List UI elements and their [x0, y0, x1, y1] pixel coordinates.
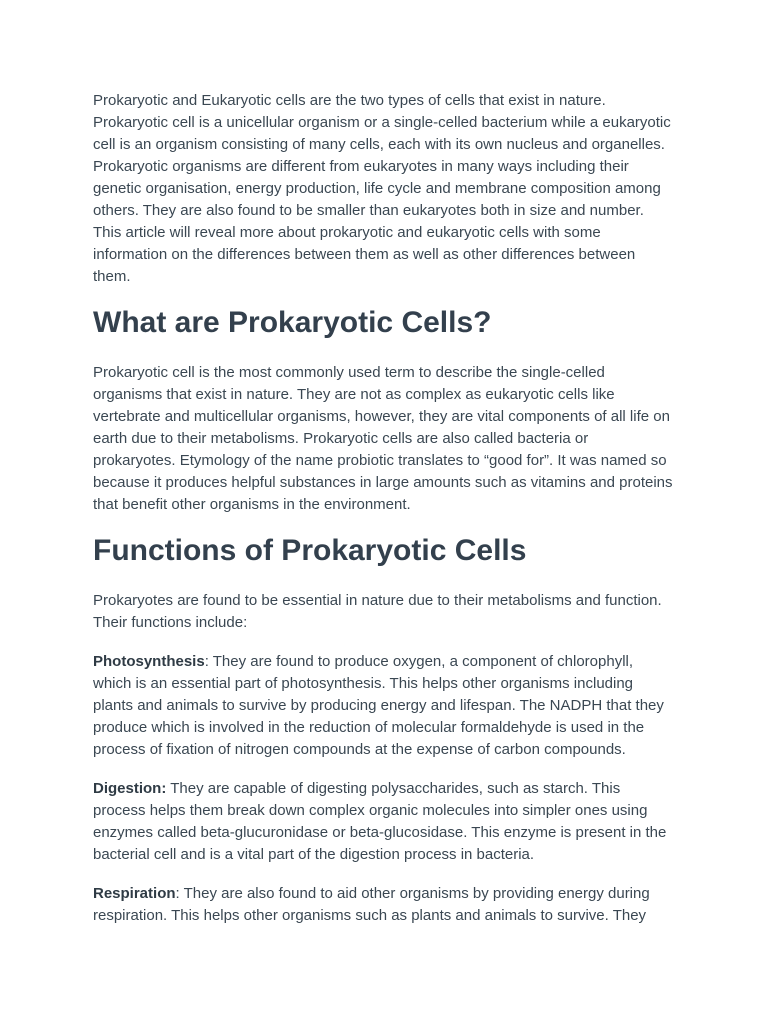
heading-functions: Functions of Prokaryotic Cells: [93, 534, 527, 567]
function-term: Respiration: [93, 885, 176, 902]
function-text: They are found to produce oxygen, a component of chlorophyll, which is an essential part of photosynthesis. This helps other organisms including plants and animals to survive by producing energy and lifespan. The NADPH that they produce which is involved in the reduction of molecular formaldehyde is used in the process of fixation of nitrogen compounds at the expense of carbon compounds.: [93, 653, 664, 758]
prokaryotic-paragraph: Prokaryotic cell is the most commonly used term to describe the single-celled organisms that exist in nature. They are not as complex as eukaryotic cells like vertebrate and multicellular organisms, however, they are vital components of all life on earth due to their metabolisms. Prokaryotic cells are also called bacteria or prokaryotes. Etymology of the name probiotic translates to “good for”. It was named so because it produces helpful substances in large amounts such as vitamins and proteins that benefit other organisms in the environment.: [93, 364, 673, 513]
function-text: They are capable of digesting polysaccharides, such as starch. This process helps them break down complex organic molecules into simpler ones using enzymes called beta-glucuronidase or beta-glucosidase. This enzyme is present in the bacterial cell and is a vital part of the digestion process in bacteria.: [93, 780, 667, 863]
intro-paragraph: Prokaryotic and Eukaryotic cells are the two types of cells that exist in nature. Prokaryotic cell is a unicellular organism or a single-celled bacterium while a eukaryotic cell is an organism consisting of many cells, each with its own nucleus and organelles. Prokaryotic organisms are different from eukaryotes in many ways including their genetic organisation, energy production, life cycle and membrane composition among others. They are also found to be smaller than eukaryotes both in size and number. This article will reveal more about prokaryotic and eukaryotic cells with some information on the differences between them as well as other differences between them.: [93, 92, 671, 285]
document-page: [93, 90, 673, 944]
function-term: Photosynthesis: [93, 653, 205, 670]
function-item-digestion: [93, 778, 673, 866]
function-separator: :: [175, 885, 184, 902]
function-text: They are also found to aid other organisms by providing energy during respiration. This helps other organisms such as plants and animals to survive. They: [93, 885, 650, 924]
function-term: Digestion:: [93, 780, 167, 797]
function-item-photosynthesis: [93, 651, 673, 761]
function-item-respiration: [93, 883, 673, 927]
function-separator: :: [204, 653, 213, 670]
heading-prokaryotic-cells: What are Prokaryotic Cells?: [93, 306, 492, 339]
functions-intro-paragraph: Prokaryotes are found to be essential in nature due to their metabolisms and function. Their functions include:: [93, 592, 662, 631]
